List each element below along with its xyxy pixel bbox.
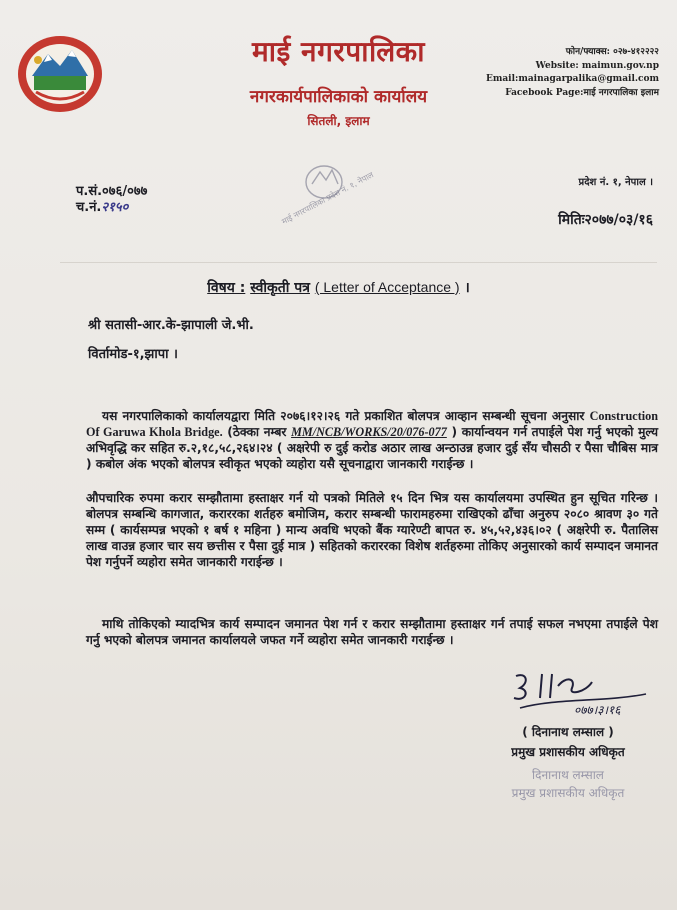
name-stamp — [478, 766, 658, 802]
body-paragraph-1: यस नगरपालिकाको कार्यालयद्वारा मिति २०७६।१२।२६ गते प्रकाशित बोलपत्र आव्हान सम्बन्धी सूचना अनुसार Construction Of Garuwa Khola Bridge. (ठेक्का नम्बर MM/NCB/WORKS/20/076-077 ) कार्यान्वयन गर्न तपाईले पेश गर्नु भएको मुल्य अभिवृद्धि कर सहित रु.२,१८,५८,२६४।२४ ( अक्षरेपी रु दुई करोड अठार लाख अन्ठाउन्न हजार दुई सँय चौसठी र पैसा चौबिस मात्र ) कबोल अंक भएको बोलपत्र स्वीकृत भएको व्यहोरा यसै सूचनाद्वारा जानकारी गराईन्छ । — [86, 409, 659, 471]
website: Website: maimun.gov.np — [535, 60, 659, 71]
province: प्रदेश नं. १, नेपाल । — [578, 177, 653, 188]
subject-end: । — [464, 280, 470, 296]
office-seal-icon — [272, 154, 376, 238]
signature-date: ०७७।३।१६ — [574, 703, 621, 717]
office-location: सितली, इलाम — [307, 114, 370, 128]
municipality-title: माई नगरपालिका — [252, 35, 425, 68]
body-paragraph-2: औपचारिक रुपमा करार सम्झौतामा हस्ताक्षर गर्न यो पत्रको मितिले १५ दिन भित्र यस कार्यालयमा उपस्थित हुन सूचित गरिन्छ । बोलपत्र सम्बन्धि कागजात, कराररका शर्तहरु बमोजिम, करार सम्बन्धी फारामहरुमा राखिएको ढाँचा अनुरुप २०८० श्रावण ३० गते सम्म ( कार्यसम्पन्न भएको १ बर्ष १ महिना ) मान्य अवधि भएको बैंक ग्यारेण्टी बापत रु. ४५,५२,४३६।०२ ( अक्षरेपी रु. पैतालिस लाख वाउन्न हजार चार सय छत्तीस र पैसा दुई मात्र ) सहितको कराररका विशेष शर्तहरुमा तोकिए अनुसारको कार्य सम्पादन जमानत पेश गर्नुपर्ने व्यहोरा समेत जानकारी गराईन्छ । — [86, 491, 658, 569]
subject-line — [0, 278, 677, 297]
stamp-designation: प्रमुख प्रशासकीय अधिकृत — [511, 786, 625, 800]
subject-english: ( Letter of Acceptance ) — [314, 279, 460, 295]
phone-fax: फोन/फ्याक्स: ०२७-४१२२२२ — [565, 47, 659, 57]
letter-number: प.सं.०७६/०७७ — [76, 184, 148, 199]
handwritten-signature-icon — [496, 668, 664, 718]
email: Email:mainagarpalika@gmail.com — [485, 74, 659, 85]
addressee-address: विर्तामोड-१,झापा । — [88, 347, 178, 362]
dispatch-number-handwritten: २१५० — [101, 200, 129, 215]
addressee-name: श्री सतासी-आर.के-झापाली जे.भी. — [88, 318, 254, 333]
seal-text: माई नगरपालिका प्रदेश नं. १, नेपाल — [280, 170, 376, 227]
divider — [60, 262, 657, 263]
facebook-page: Facebook Page:माई नगरपालिका इलाम — [505, 87, 659, 98]
body-paragraph-3: माथि तोकिएको म्यादभित्र कार्य सम्पादन जमानत पेश गर्न र करार सम्झौतामा हस्ताक्षर गर्न तपाई सफल नभएमा तपाईले पेश गर्नु भएको बोलपत्र जमानत कार्यालयले जफत गर्ने व्यहोरा समेत जानकारी गराईन्छ । — [86, 617, 658, 647]
office-subtitle: नगरकार्यपालिकाको कार्यालय — [249, 87, 428, 107]
reference-block — [76, 184, 147, 216]
dispatch-number: च.नं.२१५० — [76, 200, 129, 215]
subject-nepali: स्वीकृती पत्र — [250, 280, 310, 296]
contract-number: MM/NCB/WORKS/20/076-077 — [291, 425, 447, 439]
contact-block — [486, 46, 659, 100]
signatory-block — [478, 722, 658, 762]
stamp-name: दिनानाथ लम्साल — [532, 768, 604, 782]
subject-label: विषय : — [207, 280, 246, 296]
letter-date: मितिः२०७७/०३/१६ — [558, 212, 653, 228]
project-name: Construction Of Garuwa Khola Bridge. — [86, 409, 659, 439]
signatory-name: ( दिनानाथ लम्साल ) — [522, 725, 614, 739]
signatory-designation: प्रमुख प्रशासकीय अधिकृत — [511, 745, 625, 759]
